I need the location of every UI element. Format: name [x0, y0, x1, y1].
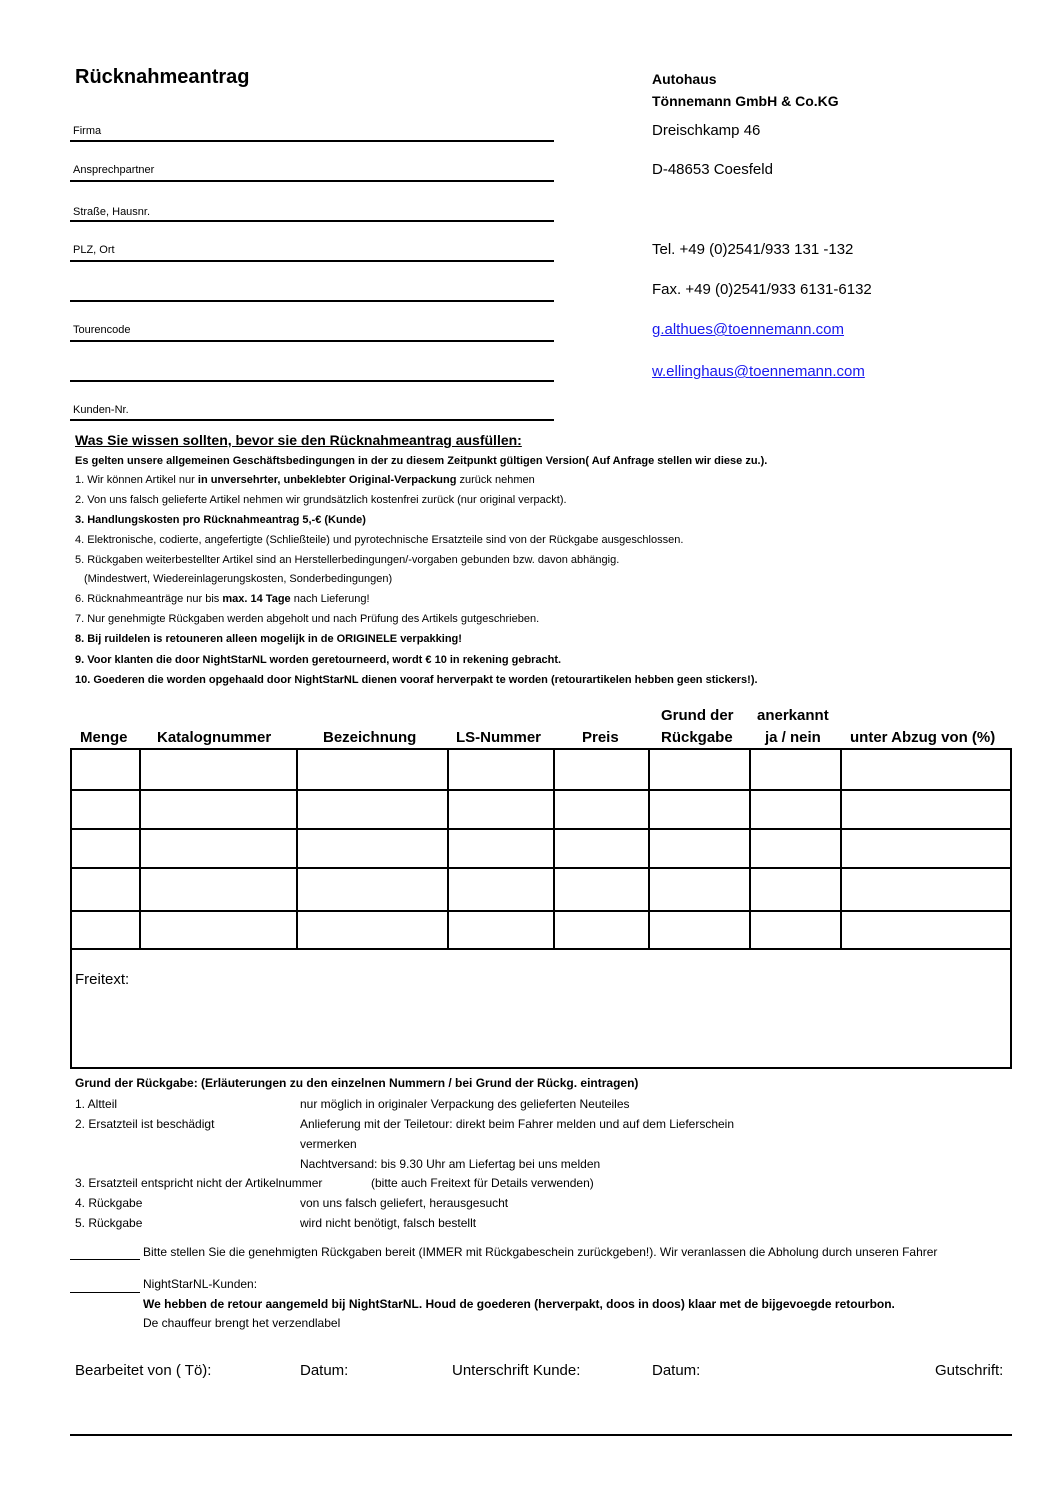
bottom-rule [70, 1434, 1012, 1436]
info-heading: Was Sie wissen sollten, bevor sie den Rücknahmeantrag ausfüllen: [75, 432, 522, 448]
col-divider [296, 748, 298, 949]
col-header-abzug: unter Abzug von (%) [850, 729, 996, 746]
rule-7: 7. Nur genehmigte Rückgaben werden abgeholt und nach Prüfung des Artikels gutgeschrieben. [75, 613, 540, 625]
reason-1: 1. Altteil [75, 1097, 118, 1111]
rule-6: 6. Rücknahmeanträge nur bis max. 14 Tage nach Lieferung! [75, 593, 370, 605]
field-label-plz: PLZ, Ort [73, 244, 115, 256]
col-header-katalognummer: Katalognummer [157, 729, 272, 746]
extra-input-line[interactable] [70, 300, 554, 302]
reason-5: 5. Rückgabe [75, 1216, 143, 1230]
email-link-althues[interactable]: g.althues@toennemann.com [652, 321, 845, 338]
ansprechpartner-input-line[interactable] [70, 180, 554, 182]
col-header-bezeichnung: Bezeichnung [323, 729, 417, 746]
pickup-note: Bitte stellen Sie die genehmigten Rückgaben bereit (IMMER mit Rückgabeschein zurückgeben!). Wir veranlassen die Abholung durch unseren Fahrer [143, 1245, 938, 1259]
col-divider [139, 748, 141, 949]
kunden-nr-input-line[interactable] [70, 419, 554, 421]
col-header-menge: Menge [80, 729, 128, 746]
reason-2-detail-1: Anlieferung mit der Teiletour: direkt beim Fahrer melden und auf dem Lieferschein [300, 1117, 735, 1131]
firma-input-line[interactable] [70, 140, 554, 142]
tourencode-input-line[interactable] [70, 340, 554, 342]
col-header-anerkannt-line1: anerkannt [757, 707, 829, 724]
reason-3: 3. Ersatzteil entspricht nicht der Artikelnummer [75, 1176, 323, 1190]
rule-10: 10. Goederen die worden opgehaald door NightStarNL dienen vooraf herverpakt te worden (retourartikelen hebben geen stickers!). [75, 674, 758, 686]
company-name-line1: Autohaus [652, 71, 717, 87]
rule-5-detail: (Mindestwert, Wiedereinlagerungskosten, Sonderbedingungen) [84, 573, 393, 585]
checkbox-line-pickup[interactable] [70, 1259, 140, 1260]
col-header-anerkannt-line2: ja / nein [765, 729, 821, 746]
freitext-label: Freitext: [75, 971, 130, 988]
company-city: D-48653 Coesfeld [652, 161, 773, 178]
datum-label-2: Datum: [652, 1362, 701, 1379]
field-label-tourencode: Tourencode [73, 324, 131, 336]
reasons-heading: Grund der Rückgabe: (Erläuterungen zu den einzelnen Nummern / bei Grund der Rückg. eintragen) [75, 1076, 639, 1090]
col-divider [648, 748, 650, 949]
reason-2-detail-2: vermerken [300, 1137, 357, 1151]
field-label-firma: Firma [73, 125, 102, 137]
info-intro: Es gelten unsere allgemeinen Geschäftsbedingungen in der zu diesem Zeitpunkt gültigen Version( Auf Anfrage stellen wir diese zu.). [75, 455, 768, 467]
company-street: Dreischkamp 46 [652, 122, 761, 139]
nightstar-note: We hebben de retour aangemeld bij NightStarNL. Houd de goederen (herverpakt, doos in doos) klaar met de bijgevoegde retourbon. [143, 1297, 895, 1311]
company-name-line2: Tönnemann GmbH & Co.KG [652, 93, 839, 109]
reason-4-detail: von uns falsch geliefert, herausgesucht [300, 1196, 509, 1210]
rule-3: 3. Handlungskosten pro Rücknahmeantrag 5,-€ (Kunde) [75, 514, 366, 526]
freitext-area[interactable] [72, 995, 1008, 1065]
nightstar-note-2: De chauffeur brengt het verzendlabel [143, 1316, 341, 1330]
row-divider [70, 910, 1012, 912]
email-link-ellinghaus[interactable]: w.ellinghaus@toennemann.com [652, 363, 865, 380]
col-divider [840, 748, 842, 949]
strasse-input-line[interactable] [70, 220, 554, 222]
row-divider [70, 789, 1012, 791]
reason-3-detail: (bitte auch Freitext für Details verwenden) [371, 1176, 594, 1190]
rule-5: 5. Rückgaben weiterbestellter Artikel sind an Herstellerbedingungen/-vorgaben gebunden bzw. davon abhängig. [75, 554, 620, 566]
row-divider [70, 828, 1012, 830]
col-divider [749, 748, 751, 949]
plz-input-line[interactable] [70, 260, 554, 262]
reason-2: 2. Ersatzteil ist beschädigt [75, 1117, 215, 1131]
extra-input-line-2[interactable] [70, 380, 554, 382]
nightstar-label: NightStarNL-Kunden: [143, 1277, 258, 1291]
field-label-ansprechpartner: Ansprechpartner [73, 164, 155, 176]
bearbeitet-label: Bearbeitet von ( Tö): [75, 1362, 212, 1379]
company-fax: Fax. +49 (0)2541/933 6131-6132 [652, 281, 872, 298]
field-label-kunden-nr: Kunden-Nr. [73, 404, 129, 416]
row-divider [70, 867, 1012, 869]
col-divider [553, 748, 555, 949]
row-divider [70, 948, 1012, 950]
col-divider [447, 748, 449, 949]
rule-4: 4. Elektronische, codierte, angefertigte (Schließteile) und pyrotechnische Ersatzteile sind von der Rückgabe ausgeschlossen. [75, 534, 684, 546]
gutschrift-label: Gutschrift: [935, 1362, 1004, 1379]
col-header-ls-nummer: LS-Nummer [456, 729, 542, 746]
unterschrift-kunde-label: Unterschrift Kunde: [452, 1362, 581, 1379]
reason-4: 4. Rückgabe [75, 1196, 143, 1210]
col-header-grund-line2: Rückgabe [661, 729, 733, 746]
col-header-preis: Preis [582, 729, 619, 746]
rule-2: 2. Von uns falsch gelieferte Artikel nehmen wir grundsätzlich kostenfrei zurück (nur original verpackt). [75, 494, 567, 506]
rule-1: 1. Wir können Artikel nur in unversehrter, unbeklebter Original-Verpackung zurück nehmen [75, 474, 535, 486]
reason-2-detail-3: Nachtversand: bis 9.30 Uhr am Liefertag bei uns melden [300, 1157, 601, 1171]
company-phone: Tel. +49 (0)2541/933 131 -132 [652, 241, 854, 258]
field-label-strasse: Straße, Hausnr. [73, 206, 151, 218]
rule-9: 9. Voor klanten die door NightStarNL worden geretourneerd, wordt € 10 in rekening gebracht. [75, 654, 562, 666]
col-header-grund-line1: Grund der [661, 707, 734, 724]
reason-5-detail: wird nicht benötigt, falsch bestellt [300, 1216, 477, 1230]
checkbox-line-nightstar[interactable] [70, 1292, 140, 1293]
rule-8: 8. Bij ruildelen is retouneren alleen mogelijk in de ORIGINELE verpakking! [75, 633, 462, 645]
datum-label-1: Datum: [300, 1362, 349, 1379]
reason-1-detail: nur möglich in originaler Verpackung des gelieferten Neuteiles [300, 1097, 630, 1111]
page-title: Rücknahmeantrag [75, 66, 250, 88]
